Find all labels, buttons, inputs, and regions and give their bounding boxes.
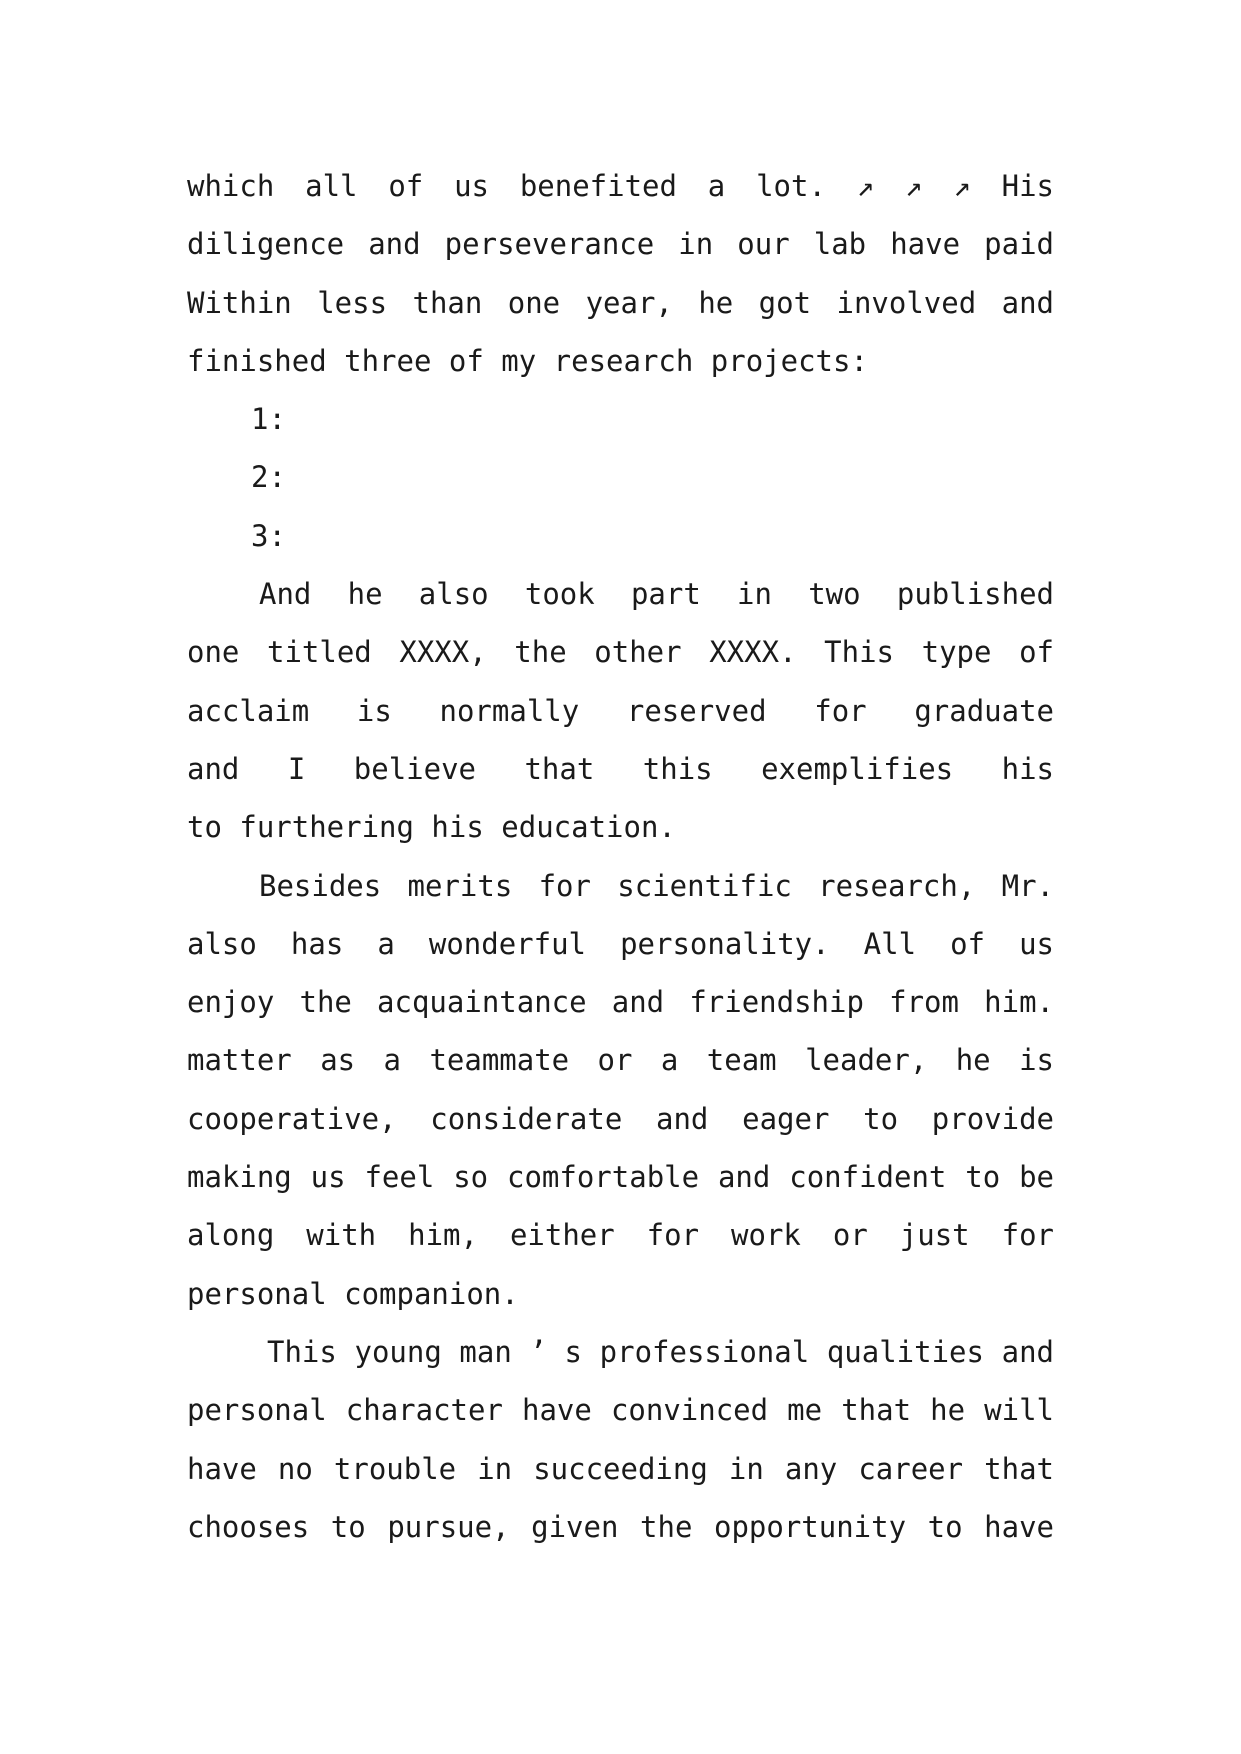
text-line: matter as a teammate or a team leader, he is	[187, 1043, 1054, 1078]
text-line: one titled XXXX, the other XXXX. This type of	[187, 635, 1054, 670]
paragraph-start: And he also took part in two published	[259, 577, 1054, 612]
list-item-3: 3:	[251, 518, 286, 553]
letter-body	[187, 157, 1054, 1556]
text-line: personal companion.	[187, 1276, 519, 1311]
text-line: chooses to pursue, given the opportunity to have	[187, 1509, 1054, 1544]
text-line: which all of us benefited a lot. ↗ ↗ ↗ His	[187, 169, 1054, 203]
list-item-1: 1:	[251, 402, 286, 437]
text-line: personal character have convinced me that he will	[187, 1393, 1054, 1428]
text-line: have no trouble in succeeding in any career that	[187, 1451, 1054, 1486]
text-line: to furthering his education.	[187, 810, 676, 845]
text-line: enjoy the acquaintance and friendship from him.	[187, 985, 1054, 1020]
text-line: acclaim is normally reserved for graduate	[187, 693, 1054, 728]
text-line: also has a wonderful personality. All of us	[187, 926, 1054, 961]
text-line: cooperative, considerate and eager to provide	[187, 1101, 1054, 1136]
text-line: and I believe that this exemplifies his	[187, 751, 1054, 786]
text-line: diligence and perseverance in our lab have paid	[187, 227, 1054, 262]
text-line: making us feel so comfortable and confident to be	[187, 1160, 1054, 1195]
text-line: Within less than one year, he got involved and	[187, 285, 1054, 320]
text-line: along with him, either for work or just for	[187, 1218, 1054, 1253]
list-item-2: 2:	[251, 460, 286, 495]
text-line: finished three of my research projects:	[187, 343, 868, 378]
paragraph-start: Besides merits for scientific research, Mr.	[259, 868, 1054, 903]
paragraph-start: This young man ’ s professional qualities and	[267, 1334, 1054, 1369]
